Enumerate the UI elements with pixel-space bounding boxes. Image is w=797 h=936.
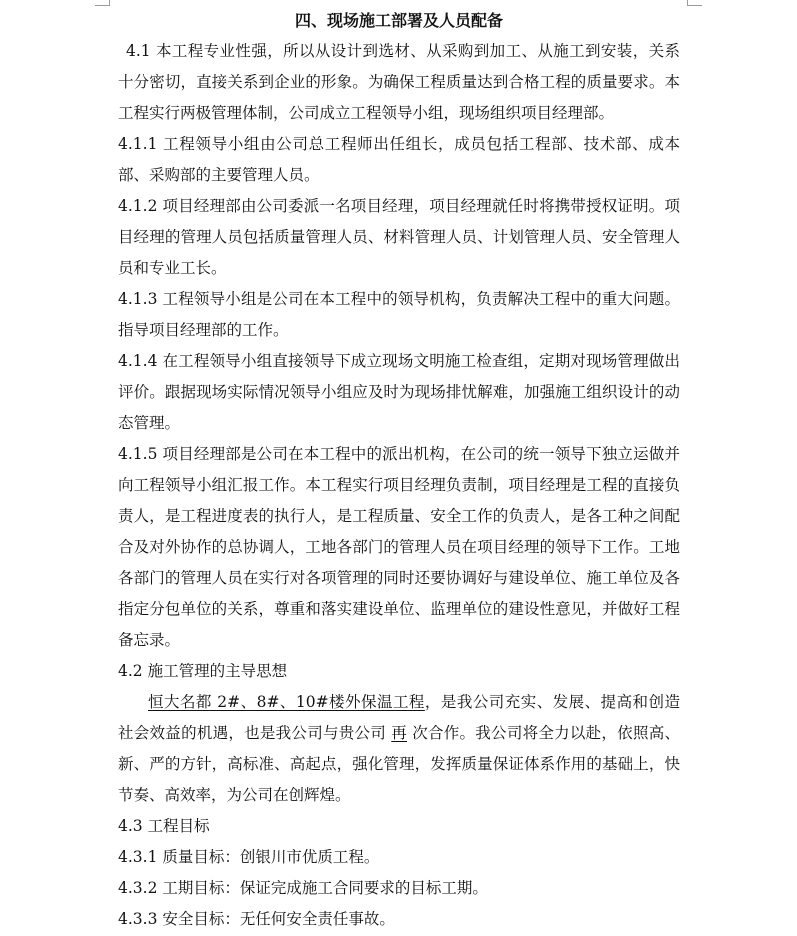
project-name: 恒大名都 2#、8#、10#楼外保温工程 (148, 693, 425, 711)
paragraph-guiding-thought (118, 687, 680, 811)
paragraph-4-1-3: 4.1.3 工程领导小组是公司在本工程中的领导机构，负责解决工程中的重大问题。指导项目经理部的工作。 (118, 290, 680, 339)
guiding-text-b: 次合作。我公司将全力以赴，依照高、新、严的方针，高标准、高起点，强化管理，发挥质量保证体系作用的基础上，快节奏、高效率，为公司在创辉煌。 (118, 724, 680, 804)
page-corner-mark-left (95, 0, 110, 6)
paragraph-4-1-2: 4.1.2 项目经理部由公司委派一名项目经理，项目经理就任时将携带授权证明。项目经理的管理人员包括质量管理人员、材料管理人员、计划管理人员、安全管理人员和专业工长。 (118, 197, 680, 277)
target-quality: 4.3.1 质量目标：创银川市优质工程。 (118, 848, 380, 866)
guiding-text-a: ，是我公司充实、发展、提高和创造社会效益的机遇，也是我公司与贵公司 (118, 693, 680, 742)
paragraph-4-1-5: 4.1.5 项目经理部是公司在本工程中的派出机构，在公司的统一领导下独立运做并向工程领导小组汇报工作。本工程实行项目经理负责制，项目经理是工程的直接负责人，是工程进度表的执行人，是工程质量、安全工作的负责人，是各工种之间配合及对外协作的总协调人，工地各部门的管理人员在项目经理的领导下工作。工地各部门的管理人员在实行对各项管理的同时还要协调好与建设单位、施工单位及各指定分包单位的关系，尊重和落实建设单位、监理单位的建设性意见，并做好工程备忘录。 (118, 445, 680, 649)
paragraph-4-1-4: 4.1.4 在工程领导小组直接领导下成立现场文明施工检查组，定期对现场管理做出评价。跟据现场实际情况领导小组应及时为现场排忧解难，加强施工组织设计的动态管理。 (118, 352, 680, 432)
page-title: 四、现场施工部署及人员配备 (294, 11, 503, 30)
cooperation-times: 再 (391, 724, 408, 742)
paragraph-4-1-1: 4.1.1 工程领导小组由公司总工程师出任组长，成员包括工程部、技术部、成本部、采购部的主要管理人员。 (118, 135, 680, 184)
paragraph-4-1: 4.1 本工程专业性强，所以从设计到选材、从采购到加工、从施工到安装，关系十分密切，直接关系到企业的形象。为确保工程质量达到合格工程的质量要求。本工程实行两极管理体制，公司成立工程领导小组，现场组织项目经理部。 (118, 42, 680, 122)
heading-4-3: 4.3 工程目标 (118, 817, 210, 835)
page-corner-mark-right (687, 0, 702, 6)
target-schedule: 4.3.2 工期目标：保证完成施工合同要求的目标工期。 (118, 879, 488, 897)
heading-4-2: 4.2 施工管理的主导思想 (118, 662, 288, 680)
document-page (118, 6, 680, 935)
target-safety: 4.3.3 安全目标：无任何安全责任事故。 (118, 910, 395, 928)
